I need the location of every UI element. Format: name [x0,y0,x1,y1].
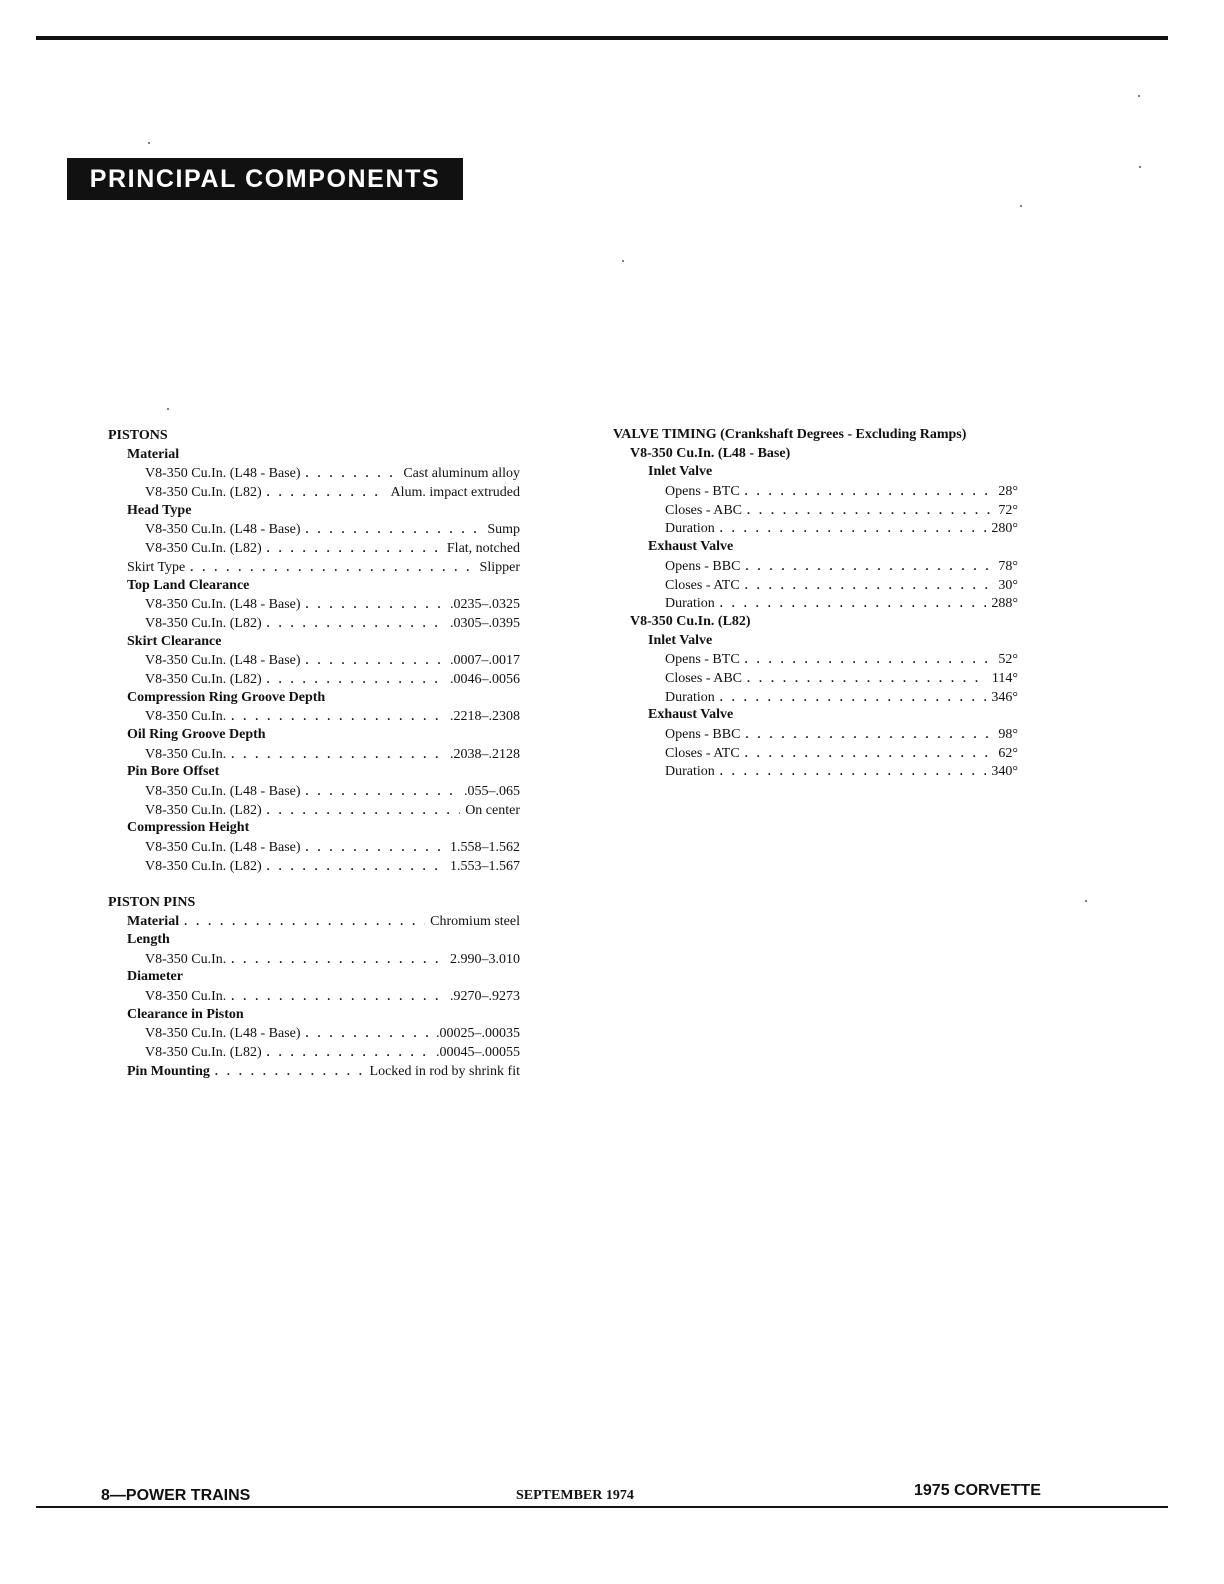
spec-row [108,782,520,801]
spec-row [613,725,1018,744]
spec-label: V8-350 Cu.In. (L82) [145,485,262,501]
spec-row [613,594,1018,613]
leader-dots [745,725,993,744]
comp-height-heading: Compression Height [127,820,250,836]
leader-dots [267,857,445,876]
spec-label: Duration [665,521,715,537]
leader-dots [231,987,445,1006]
spec-value: 114° [991,670,1018,686]
spec-label: V8-350 Cu.In. [145,951,227,967]
leader-dots [747,669,987,688]
spec-value: Locked in rod by shrink fit [369,1063,520,1079]
length-heading: Length [127,931,170,947]
spec-label: Opens - BBC [665,727,741,742]
leader-dots [267,539,442,558]
spec-value: 346° [991,689,1018,705]
leader-dots [231,707,445,726]
leader-dots [267,801,461,820]
pin-bore-heading: Pin Bore Offset [127,764,220,780]
spec-row [108,1062,520,1081]
leader-dots [184,912,425,931]
spec-value: 340° [991,764,1018,780]
spec-row [108,1024,520,1043]
spec-row [108,614,520,633]
spec-value: 28° [998,484,1018,500]
spec-label: V8-350 Cu.In. (L48 - Base) [145,522,301,538]
bottom-rule [36,1506,1168,1508]
spec-label: V8-350 Cu.In. (L82) [145,802,262,818]
spec-row [613,557,1018,576]
footer-model: 1975 CORVETTE [914,1482,1041,1499]
spec-value: 1.558–1.562 [450,840,520,856]
spec-label: V8-350 Cu.In. (L82) [145,671,262,687]
spec-row [613,669,1018,688]
spec-row [108,745,520,764]
spec-label: Duration [665,764,715,780]
spec-value: Alum. impact extruded [390,485,520,501]
leader-dots [720,762,987,781]
leader-dots [306,651,445,670]
leader-dots [306,520,483,539]
right-column [613,426,1018,781]
diameter-heading: Diameter [127,969,183,985]
spec-row [108,483,520,502]
section-gap [108,876,520,894]
leader-dots [306,595,445,614]
spec-label: V8-350 Cu.In. (L48 - Base) [145,840,301,856]
spec-row [108,670,520,689]
spec-label: V8-350 Cu.In. [145,988,227,1004]
spec-value: 288° [991,596,1018,612]
spec-value: 98° [998,727,1018,742]
leader-dots [745,557,993,576]
spec-value: .00045–.00055 [436,1045,520,1060]
exhaust-valve-heading: Exhaust Valve [648,707,734,723]
leader-dots [745,744,994,763]
spec-label: V8-350 Cu.In. (L48 - Base) [145,466,301,482]
pistons-heading: PISTONS [108,428,168,443]
top-land-heading: Top Land Clearance [127,577,250,593]
leader-dots [231,950,445,969]
spec-row [108,1043,520,1062]
spec-label: V8-350 Cu.In. (L82) [145,615,262,631]
engine-l82-heading: V8-350 Cu.In. (L82) [630,613,751,629]
comp-ring-heading: Compression Ring Groove Depth [127,689,326,705]
leader-dots [267,483,386,502]
spec-row [613,576,1018,595]
spec-label: V8-350 Cu.In. (L48 - Base) [145,784,301,800]
spec-row [108,707,520,726]
spec-label: Closes - ATC [665,745,740,761]
spec-row [108,651,520,670]
spec-value: 2.990–3.010 [450,951,520,967]
footer-page-section: 8—POWER TRAINS [101,1487,251,1504]
spec-value: 280° [991,521,1018,537]
spec-value: .0046–.0056 [450,671,520,687]
leader-dots [745,482,994,501]
spec-label: V8-350 Cu.In. (L82) [145,541,262,557]
spec-label: V8-350 Cu.In. (L48 - Base) [145,653,301,669]
oil-ring-heading: Oil Ring Groove Depth [127,727,266,742]
section-banner: PRINCIPAL COMPONENTS [67,158,463,200]
top-rule [36,36,1168,40]
inlet-valve-heading: Inlet Valve [648,632,713,648]
spec-value: 72° [998,502,1018,518]
spec-value: Chromium steel [430,914,520,930]
spec-value: .0007–.0017 [450,653,520,669]
spec-label: V8-350 Cu.In. [145,709,227,725]
leader-dots [720,594,987,613]
leader-dots [745,576,994,595]
spec-label: Duration [665,596,715,612]
spec-row [613,744,1018,763]
spec-value: .00025–.00035 [436,1026,520,1042]
spec-value: .0305–.0395 [450,615,520,631]
footer-date: SEPTEMBER 1974 [516,1488,634,1503]
leader-dots [215,1062,365,1081]
spec-row [108,950,520,969]
leader-dots [306,838,445,857]
skirt-clearance-heading: Skirt Clearance [127,633,222,649]
spec-value: 62° [998,745,1018,761]
leader-dots [745,650,994,669]
spec-label: V8-350 Cu.In. (L48 - Base) [145,597,301,613]
spec-label: Opens - BBC [665,558,741,574]
spec-row [613,762,1018,781]
leader-dots [190,558,474,577]
scan-speck [148,142,150,144]
piston-pins-heading: PISTON PINS [108,894,196,910]
leader-dots [306,782,459,801]
valve-timing-heading: VALVE TIMING (Crankshaft Degrees - Excluding Ramps) [613,427,967,442]
head-type-heading: Head Type [127,502,192,518]
spec-value: 30° [998,577,1018,593]
spec-label: Opens - BTC [665,484,740,500]
spec-value: Sump [487,522,520,538]
exhaust-valve-heading: Exhaust Valve [648,539,734,555]
spec-value: On center [465,802,520,818]
spec-row [108,539,520,558]
spec-value: .9270–.9273 [450,988,520,1004]
material-heading: Material [127,446,180,462]
inlet-valve-heading: Inlet Valve [648,464,713,480]
spec-label: Opens - BTC [665,652,740,668]
scan-speck [167,408,169,410]
leader-dots [267,670,445,689]
spec-label: Closes - ATC [665,577,740,593]
spec-label: V8-350 Cu.In. (L82) [145,1045,262,1060]
leader-dots [267,1043,431,1062]
leader-dots [231,745,445,764]
spec-label: V8-350 Cu.In. (L82) [145,858,262,874]
leader-dots [306,1024,431,1043]
spec-label: Closes - ABC [665,670,743,686]
leader-dots [720,688,987,707]
clearance-heading: Clearance in Piston [127,1006,244,1022]
spec-value: Cast aluminum alloy [403,466,520,482]
leader-dots [720,519,987,538]
spec-row [613,519,1018,538]
left-column [108,427,520,1080]
spec-row [108,464,520,483]
leader-dots [267,614,445,633]
spec-row [108,912,520,931]
spec-row [108,987,520,1006]
scan-speck [1085,900,1087,902]
engine-l48-heading: V8-350 Cu.In. (L48 - Base) [630,445,791,461]
spec-value: .055–.065 [464,784,520,800]
spec-label: Material [127,914,180,930]
leader-dots [306,464,399,483]
spec-value: 52° [998,652,1018,668]
scan-speck [1020,205,1022,207]
spec-value: .0235–.0325 [450,597,520,613]
spec-label: V8-350 Cu.In. (L48 - Base) [145,1026,301,1042]
spec-label: V8-350 Cu.In. [145,746,227,762]
spec-row [613,688,1018,707]
spec-value: Flat, notched [446,541,520,557]
spec-row [108,857,520,876]
leader-dots [747,501,993,520]
spec-row [108,595,520,614]
spec-value: Slipper [479,559,520,575]
scan-speck [1139,166,1141,168]
spec-row [108,520,520,539]
spec-value: .2218–.2308 [450,709,520,725]
spec-row [108,801,520,820]
spec-row [108,838,520,857]
spec-value: .2038–.2128 [450,746,520,762]
spec-value: 1.553–1.567 [450,858,520,874]
spec-row [613,482,1018,501]
spec-row [108,558,520,577]
spec-value: 78° [998,558,1018,574]
spec-row [613,501,1018,520]
spec-label: Skirt Type [127,559,186,575]
spec-row [613,650,1018,669]
spec-label: Duration [665,689,715,705]
spec-label: Closes - ABC [665,502,743,518]
spec-label: Pin Mounting [127,1063,210,1079]
scan-speck [622,260,624,262]
scan-speck [1138,95,1140,97]
